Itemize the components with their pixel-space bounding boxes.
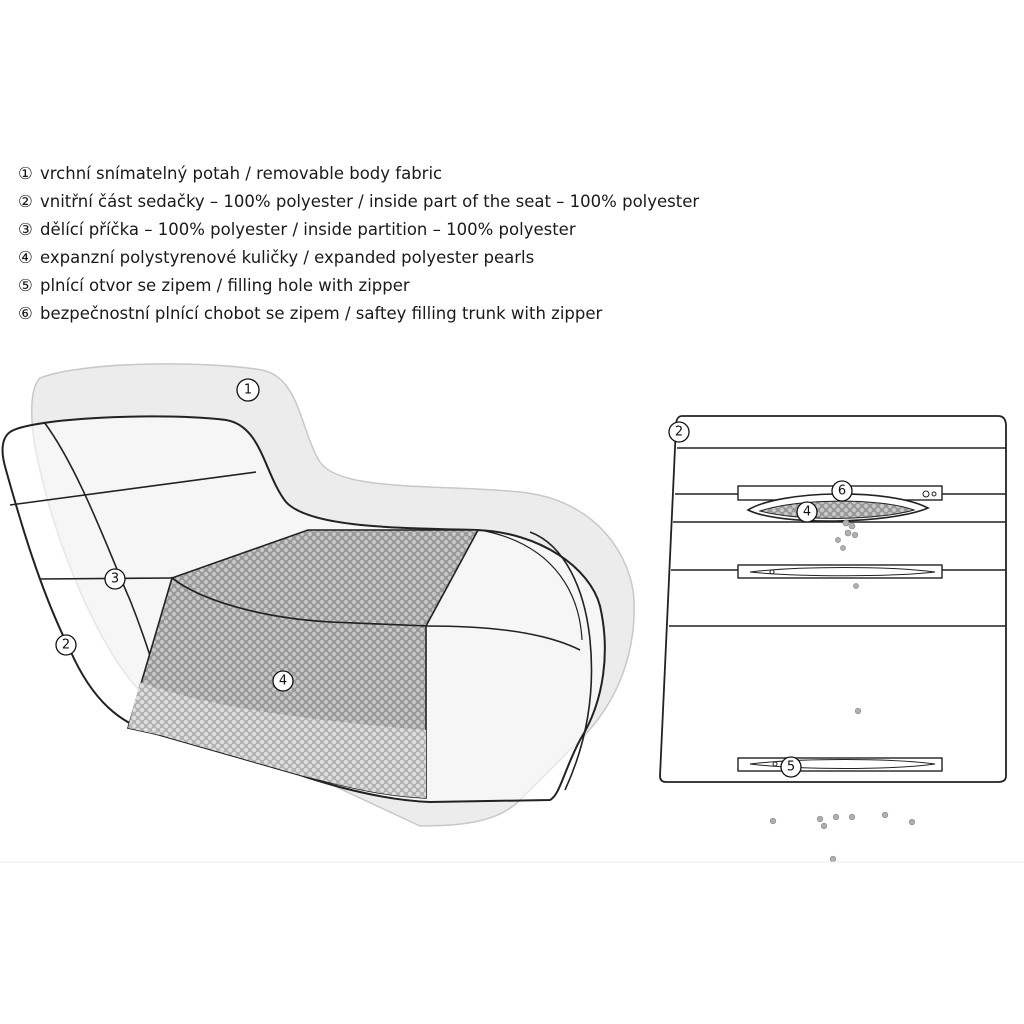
middle-zipper — [738, 565, 942, 578]
svg-text:1: 1 — [243, 382, 253, 398]
callout-3 — [105, 569, 125, 589]
callout-1 — [237, 379, 259, 401]
legend-text: bezpečnostní plnící chobot se zipem / saftey filling trunk with zipper — [40, 304, 603, 323]
lounger-illustration — [3, 364, 635, 826]
legend-number: ③ — [18, 220, 33, 239]
filling-hole-zipper — [738, 758, 942, 771]
legend-text: expanzní polystyrenové kuličky / expanded polyester pearls — [40, 248, 535, 267]
legend-number: ⑥ — [18, 304, 33, 323]
legend-number: ② — [18, 192, 33, 211]
legend-number: ⑤ — [18, 276, 33, 295]
svg-text:4: 4 — [802, 504, 812, 520]
svg-text:3: 3 — [110, 571, 120, 587]
callout-6 — [832, 481, 852, 501]
callout-4-panel — [797, 502, 817, 522]
legend-text: plnící otvor se zipem / filling hole with zipper — [40, 276, 410, 295]
legend-text: dělící příčka – 100% polyester / inside partition – 100% polyester — [40, 220, 576, 239]
legend-number: ① — [18, 164, 33, 183]
svg-text:2: 2 — [674, 424, 684, 440]
flat-panel-illustration — [660, 416, 1006, 862]
callout-2-panel — [669, 422, 689, 442]
svg-text:4: 4 — [278, 673, 288, 689]
svg-text:6: 6 — [837, 483, 847, 499]
svg-text:5: 5 — [786, 759, 796, 775]
panel-outline — [660, 416, 1006, 782]
legend-number: ④ — [18, 248, 33, 267]
legend-text: vnitřní část sedačky – 100% polyester / inside part of the seat – 100% polyester — [40, 192, 700, 211]
callout-2 — [56, 635, 76, 655]
callout-5 — [781, 757, 801, 777]
svg-text:2: 2 — [61, 637, 71, 653]
callout-4 — [273, 671, 293, 691]
legend-text: vrchní snímatelný potah / removable body fabric — [40, 164, 443, 183]
